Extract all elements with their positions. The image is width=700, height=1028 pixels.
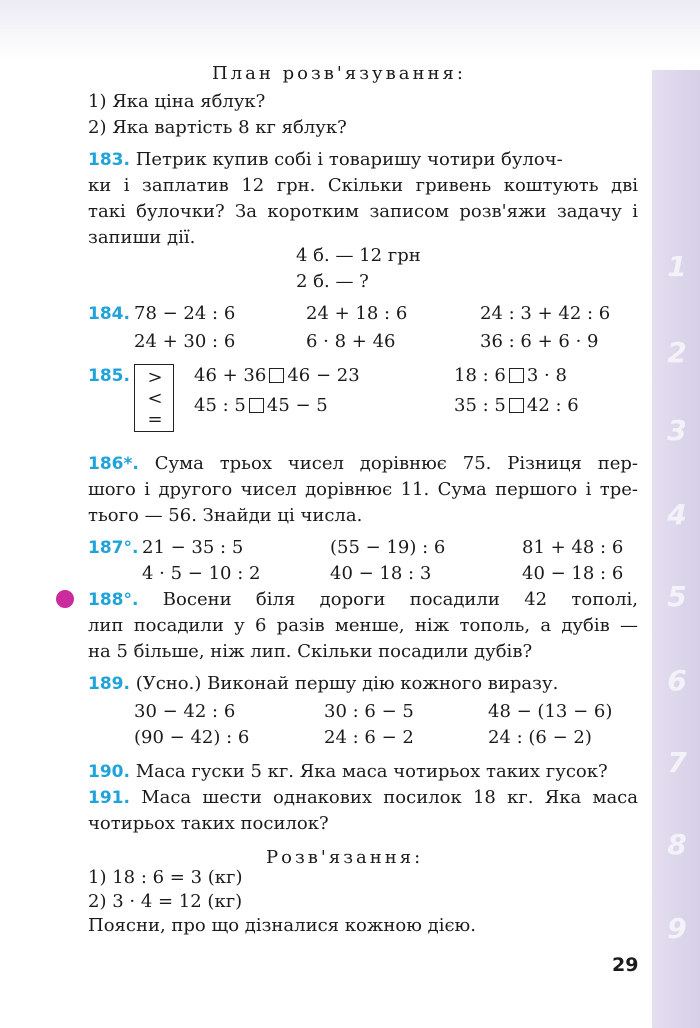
problem-number: 191.: [88, 788, 130, 808]
problem-number: 183.: [88, 150, 130, 170]
side-tab-5: 5: [667, 580, 687, 613]
problem-183-line-2: ки і заплатив 12 грн. Скільки гривень коштують дві: [88, 175, 638, 196]
problem-188-line-1: 188°. Восени біля дороги посадили 42 тополі,: [88, 589, 638, 610]
problem-186-line-3: тього — 56. Знайди ці числа.: [88, 505, 363, 526]
side-tab-7: 7: [667, 746, 687, 779]
plan-question-2: 2) Яка вартість 8 кг яблук?: [88, 117, 347, 138]
difficulty-marker-dot: [56, 590, 74, 608]
answer-box[interactable]: [269, 368, 284, 383]
expression: 24 + 30 : 6: [134, 331, 236, 352]
problem-183-line-4: запиши дії.: [88, 227, 196, 248]
problem-number: 190.: [88, 762, 130, 782]
problem-183-line-3: такі булочки? За коротким записом розв'яжи задачу і: [88, 201, 638, 222]
plan-question-1: 1) Яка ціна яблук?: [88, 91, 266, 112]
problem-number: 188°.: [88, 590, 139, 610]
problem-189-text: 189. (Усно.) Виконай першу дію кожного виразу.: [88, 673, 559, 694]
side-tab-3: 3: [667, 414, 687, 447]
answer-box[interactable]: [509, 368, 524, 383]
problem-183-line-1: 183. Петрик купив собі і товаришу чотири булоч-: [88, 149, 563, 170]
expression: 40 − 18 : 3: [330, 563, 432, 584]
comparison-signs-box: [134, 364, 174, 432]
side-tab-2: 2: [667, 336, 687, 369]
page-number: 29: [612, 954, 639, 976]
expression: 78 − 24 : 6: [134, 303, 236, 324]
short-record-2: 2 б. — ?: [296, 271, 369, 292]
expression: 30 : 6 − 5: [324, 701, 414, 722]
expression: 6 · 8 + 46: [306, 331, 396, 352]
comparison-3: 45 : 5 45 − 5: [194, 395, 328, 416]
expression: 24 + 18 : 6: [306, 303, 408, 324]
top-shade: [0, 0, 700, 60]
side-tab-4: 4: [667, 498, 687, 531]
sign-less: <: [147, 388, 163, 409]
side-tab-8: 8: [667, 828, 687, 861]
expression: 21 − 35 : 5: [142, 537, 244, 558]
problem-191-line-2: чотирьох таких посилок?: [88, 813, 329, 834]
side-tab-6: 6: [667, 664, 687, 697]
comparison-1: 46 + 36 46 − 23: [194, 365, 360, 386]
expression: 81 + 48 : 6: [522, 537, 624, 558]
expression: (90 − 42) : 6: [134, 727, 250, 748]
expression: 36 : 6 + 6 · 9: [480, 331, 599, 352]
problem-191-line-1: 191. Маса шести однакових посилок 18 кг. Яка маса: [88, 787, 638, 808]
problem-190-text: 190. Маса гуски 5 кг. Яка маса чотирьох таких гусок?: [88, 761, 608, 782]
expression: 30 − 42 : 6: [134, 701, 236, 722]
expression: 4 · 5 − 10 : 2: [142, 563, 261, 584]
problem-number: 185.: [88, 366, 130, 386]
problem-number: 189.: [88, 674, 130, 694]
expression: 24 : 3 + 42 : 6: [480, 303, 611, 324]
answer-box[interactable]: [249, 398, 264, 413]
solution-step-1: 1) 18 : 6 = 3 (кг): [88, 867, 243, 888]
short-record-1: 4 б. — 12 грн: [296, 245, 421, 266]
solution-header: Розв'язання:: [266, 847, 424, 868]
problem-188-line-3: на 5 більше, ніж лип. Скільки посадили дубів?: [88, 641, 533, 662]
sign-greater: >: [147, 367, 163, 388]
expression: (55 − 19) : 6: [330, 537, 446, 558]
expression: 24 : 6 − 2: [324, 727, 414, 748]
solution-note: Поясни, про що дізналися кожною дією.: [88, 915, 476, 936]
plan-header: План розв'язування:: [212, 63, 466, 84]
sign-equal: =: [147, 409, 163, 430]
comparison-2: 18 : 6 3 · 8: [454, 365, 567, 386]
solution-step-2: 2) 3 · 4 = 12 (кг): [88, 891, 243, 912]
problem-number: 184.: [88, 304, 130, 324]
side-tab-1: 1: [667, 250, 687, 283]
answer-box[interactable]: [509, 398, 524, 413]
problem-188-line-2: лип посадили у 6 разів менше, ніж тополь, а дубів —: [88, 615, 638, 636]
problem-number: 186*.: [88, 454, 139, 474]
expression: 24 : (6 − 2): [488, 727, 592, 748]
expression: 48 − (13 − 6): [488, 701, 613, 722]
problem-186-line-2: шого і другого чисел дорівнює 11. Сума першого і тре-: [88, 479, 638, 500]
side-tab-9: 9: [667, 912, 687, 945]
comparison-4: 35 : 5 42 : 6: [454, 395, 579, 416]
problem-number: 187°.: [88, 538, 139, 558]
problem-186-line-1: 186*. Сума трьох чисел дорівнює 75. Різниця пер-: [88, 453, 638, 474]
side-tab-strip: [652, 70, 700, 1028]
expression: 40 − 18 : 6: [522, 563, 624, 584]
